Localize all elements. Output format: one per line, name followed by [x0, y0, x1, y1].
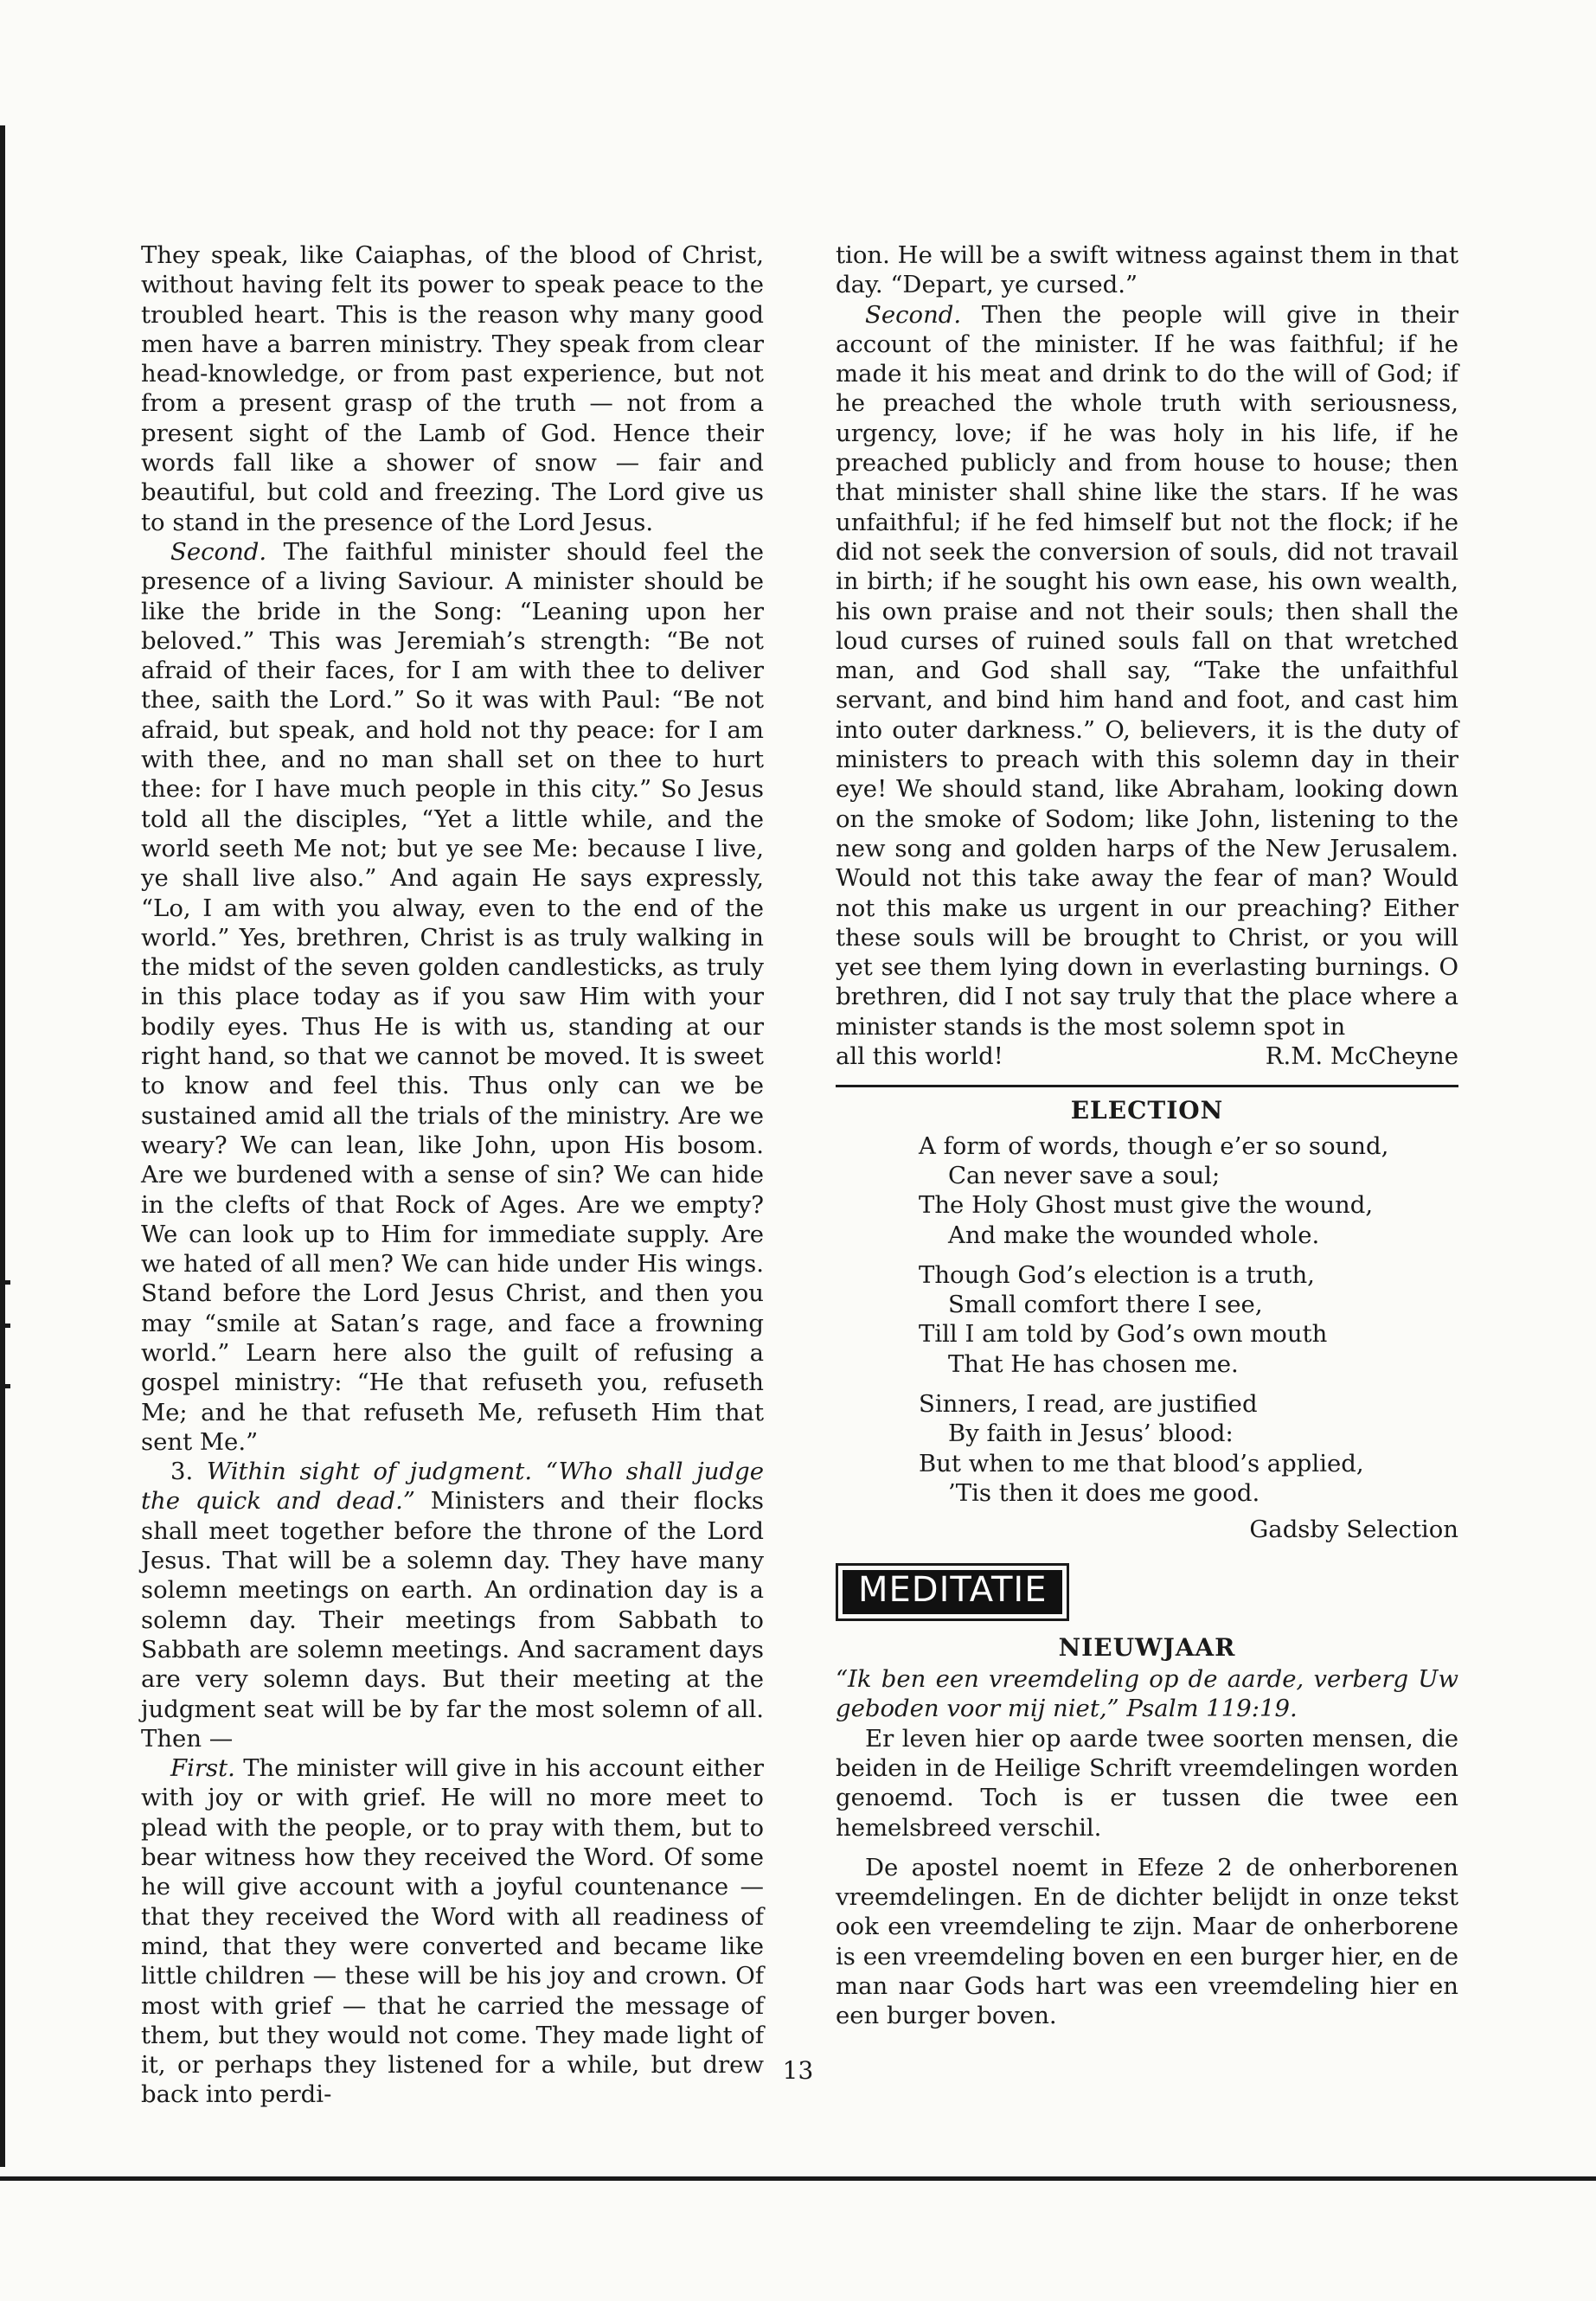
- paragraph-text: Ministers and their flocks shall meet together before the throne of the Lord Jesus. That will be a solemn day. They have many solemn meetings on earth. An ordination day is a solemn day. Their meetings from Sabbath to Sabbath are solemn meetings. And sacrament days are very solemn days. But their meeting at the judgment seat will be by far the most solemn of all. Then —: [141, 1487, 764, 1753]
- paragraph-lead: Second.: [865, 300, 962, 329]
- paragraph-lead: Within sight of judgment. “Who shall judge the quick and dead.”: [141, 1458, 764, 1516]
- signature-line: [836, 1042, 1458, 1071]
- poem-line: Sinners, I read, are justified: [919, 1389, 1258, 1418]
- poem-line: Till I am told by God’s own mouth: [919, 1320, 1328, 1349]
- paragraph: tion. He will be a swift witness against them in that day. “Depart, ye cursed.”: [836, 241, 1458, 299]
- poem-line: Can never save a soul;: [948, 1161, 1221, 1189]
- paragraph: Er leven hier op aarde twee soorten mensen, die beiden in de Heilige Schrift vreemdelingen worden genoemd. Toch is er tussen die twee een hemelsbreed verschil.: [836, 1724, 1458, 1842]
- paragraph-lead: First.: [170, 1754, 235, 1783]
- poem-line: Though God’s election is a truth,: [919, 1260, 1315, 1289]
- margin-tick-mark: [0, 1324, 10, 1328]
- poem-line: By faith in Jesus’ blood:: [948, 1420, 1234, 1448]
- poem-attribution: Gadsby Selection: [1249, 1516, 1458, 1544]
- poem-line: Small comfort there I see,: [948, 1291, 1263, 1319]
- paragraph-number: 3.: [170, 1458, 207, 1486]
- paragraph-text: Then the people will give in their account of the minister. If he was faithful; if he made it his meat and drink to do the will of God; if he preached the whole truth with seriousness, urgency, love; if he was holy in his life, if he preached publicly and from house to house; then that minister shall shine like the stars. If he was unfaithful; if he fed himself but not the flock; if he did not seek the conversion of souls, did not travail in birth; if he sought his own ease, his own wealth, his own praise and not their souls; then shall the loud curses of ruined souls fall on that wretched man, and God shall say, “Take the unfaithful servant, and bind him hand and foot, and cast him into outer darkness.” O, believers, it is the duty of ministers to preach with this solemn day in their eye! We should stand, like Abraham, looking down on the smoke of Sodom; like John, listening to the new song and golden harps of the New Jerusalem. Would not this take away the fear of man? Would not this make us urgent in our preaching? Either these souls will be brought to Christ, or you will yet see them lying down in everlasting burnings. O brethren, did I not say truly that the place where a minister stands is the most solemn spot in: [836, 300, 1458, 1041]
- section-divider: [836, 1085, 1458, 1087]
- poem-stanza: [919, 1260, 1458, 1379]
- poem-title: ELECTION: [1070, 1096, 1224, 1125]
- page-bottom-edge: [0, 2176, 1596, 2181]
- paragraph-lead: Second.: [170, 537, 267, 566]
- banner-label: MEDITATIE: [843, 1570, 1062, 1613]
- poem-stanza: [919, 1389, 1458, 1508]
- margin-tick-mark: [0, 1280, 10, 1285]
- scripture-quote: “Ik ben een vreemdeling op de aarde, verberg Uw geboden voor mij niet,” Psalm 119:19.: [836, 1665, 1458, 1723]
- paragraph-text: The faithful minister should feel the presence of a living Saviour. A minister should be like the bride in the Song: “Leaning upon her beloved.” This was Jeremiah’s strength: “Be not afraid of their faces, for I am with thee to deliver thee, saith the Lord.” So it was with Paul: “Be not afraid, but speak, and hold not thy peace: for I am with thee, and no man shall set on thee to hurt thee: for I have much people in this city.” So Jesus told all the disciples, “Yet a little while, and the world seeth Me not; but ye see Me: because I live, ye shall live also.” And again He says expressly, “Lo, I am with you alway, even to the end of the world.” Yes, brethren, Christ is as truly walking in the midst of the seven golden candlesticks, as truly in this place today as if you saw Him with your bodily eyes. Thus He is with us, standing at our right hand, so that we cannot be moved. It is sweet to know and feel this. Thus only can we be sustained amid all the trials of the ministry. Are we weary? We can lean, like John, upon His bosom. Are we burdened with a sense of sin? We can hide in the clefts of that Rock of Ages. Are we empty? We can look up to Him for immediate supply. Are we hated of all men? We can hide under His wings. Stand before the Lord Jesus Christ, and then you may “smile at Satan’s rage, and face a frowning world.” Learn here also the guilt of refusing a gospel ministry: “He that refuseth you, refuseth Me; and he that refuseth Me, refuseth Him that sent Me.”: [141, 537, 764, 1456]
- paragraph: They speak, like Caiaphas, of the blood of Christ, without having felt its power to speak peace to the troubled heart. This is the reason why many good men have a barren ministry. They speak from clear head-knowledge, or from past experience, but not from a present grasp of the truth — not from a present sight of the Lamb of God. Hence their words fall like a shower of snow — fair and beautiful, but cold and freezing. The Lord give us to stand in the presence of the Lord Jesus.: [141, 241, 764, 536]
- poem-line: But when to me that blood’s applied,: [919, 1449, 1364, 1477]
- poem-line: That He has chosen me.: [948, 1349, 1239, 1378]
- margin-tick-mark: [0, 1384, 10, 1388]
- poem-line: A form of words, though e’er so sound,: [919, 1131, 1389, 1160]
- meditatie-banner: [836, 1563, 1069, 1620]
- poem-line: ’Tis then it does me good.: [948, 1478, 1260, 1507]
- author-signature: R.M. McCheyne: [1265, 1042, 1458, 1071]
- left-column: [141, 240, 764, 2110]
- paragraph-text: The minister will give in his account either with joy or with grief. He will no more meet to plead with the people, or to pray with them, but to bear witness how they received the Word. Of some he will give account with a joyful countenance — that they received the Word with all readiness of mind, that they were converted and became like little children — these will be his joy and crown. Of most with grief — that he carried the message of them, but they would not come. They made light of it, or perhaps they listened for a while, but drew back into perdi-: [141, 1754, 764, 2109]
- poem-line: And make the wounded whole.: [948, 1221, 1320, 1249]
- paragraph: [836, 300, 1458, 1042]
- paragraph: De apostel noemt in Efeze 2 de onherborenen vreemdelingen. En de dichter belijdt in onze tekst ook een vreemdeling te zijn. Maar de onherborene is een vreemdeling boven en een burger hier, en de man naar Gods hart was een vreemdeling hier en een burger boven.: [836, 1853, 1458, 2030]
- paragraph: [141, 537, 764, 1457]
- right-column: [836, 240, 1458, 2031]
- poem-line: The Holy Ghost must give the wound,: [919, 1191, 1374, 1220]
- poem-stanza: [919, 1131, 1458, 1250]
- closing-text: all this world!: [836, 1042, 1003, 1071]
- paragraph: [141, 1457, 764, 1753]
- page-number: 13: [782, 2056, 814, 2085]
- section-title: NIEUWJAAR: [1058, 1632, 1236, 1662]
- page-left-edge: [0, 125, 5, 2167]
